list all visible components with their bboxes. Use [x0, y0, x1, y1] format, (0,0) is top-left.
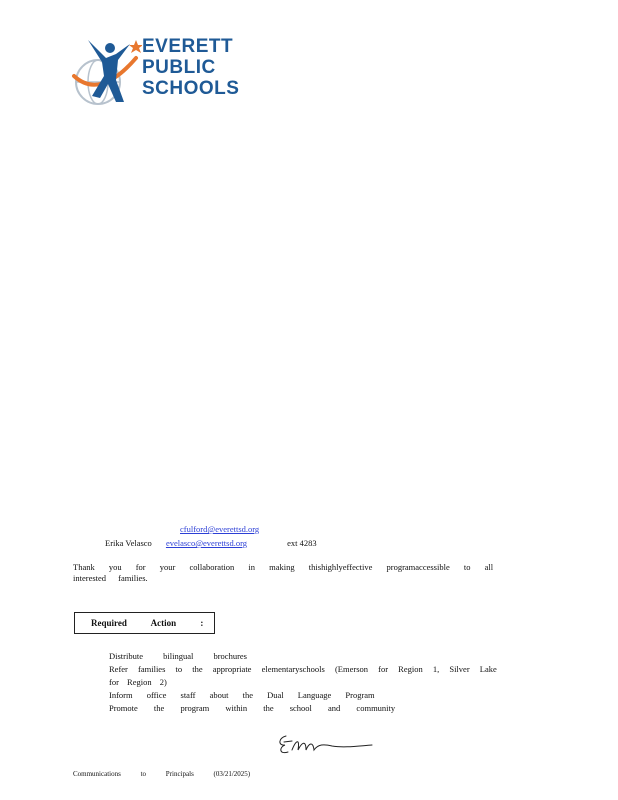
footer-date: (03/21/2025): [213, 770, 251, 778]
paragraph-line-1: Thank you for your collaboration in making thishighlyeffective programaccessible to all: [73, 562, 494, 572]
heading-word-1: Required: [91, 618, 127, 628]
heading-word-3: :: [200, 618, 204, 628]
logo-line-2: PUBLIC: [142, 57, 216, 78]
contact-email-link[interactable]: cfulford@everettsd.org: [180, 524, 260, 534]
signature-image: [276, 730, 376, 758]
contact-row-1: [180, 524, 293, 534]
contact-row-2: [93, 538, 317, 548]
list-item-text: Inform office staff about the Dual Language Program: [109, 690, 375, 700]
list-item: [93, 702, 543, 715]
action-list: [93, 650, 543, 715]
list-item-text: Distribute bilingual brochures: [109, 651, 247, 661]
footer-part-2: to: [140, 770, 147, 778]
logo-line-1: EVERETT: [142, 36, 234, 57]
list-item: [93, 650, 543, 663]
paragraph-line-2: interested families.: [73, 573, 148, 583]
contact-name: Erika Velasco: [105, 538, 152, 548]
footer-part-3: Principals: [165, 770, 194, 778]
district-logo: [70, 36, 255, 112]
list-item: [93, 663, 543, 689]
contact-email-link[interactable]: evelasco@everettsd.org: [165, 538, 248, 548]
footer-part-1: Communications: [73, 770, 121, 778]
list-item: [93, 689, 543, 702]
list-item-text: Refer families to the appropriate elementaryschools (Emerson for Region 1, Silver Lake: [109, 664, 497, 674]
list-item-text-continued: for Region 2): [109, 677, 167, 687]
required-action-heading: [74, 612, 215, 634]
page-footer: [73, 770, 268, 778]
contact-extension: ext 4283: [287, 538, 317, 548]
thank-you-paragraph: [73, 562, 533, 584]
heading-word-2: Action: [150, 618, 177, 628]
logo-line-3: SCHOOLS: [142, 78, 240, 99]
logo-mark-icon: [70, 36, 142, 112]
logo-wordmark: [142, 36, 239, 99]
list-item-text: Promote the program within the school and community: [109, 703, 396, 713]
